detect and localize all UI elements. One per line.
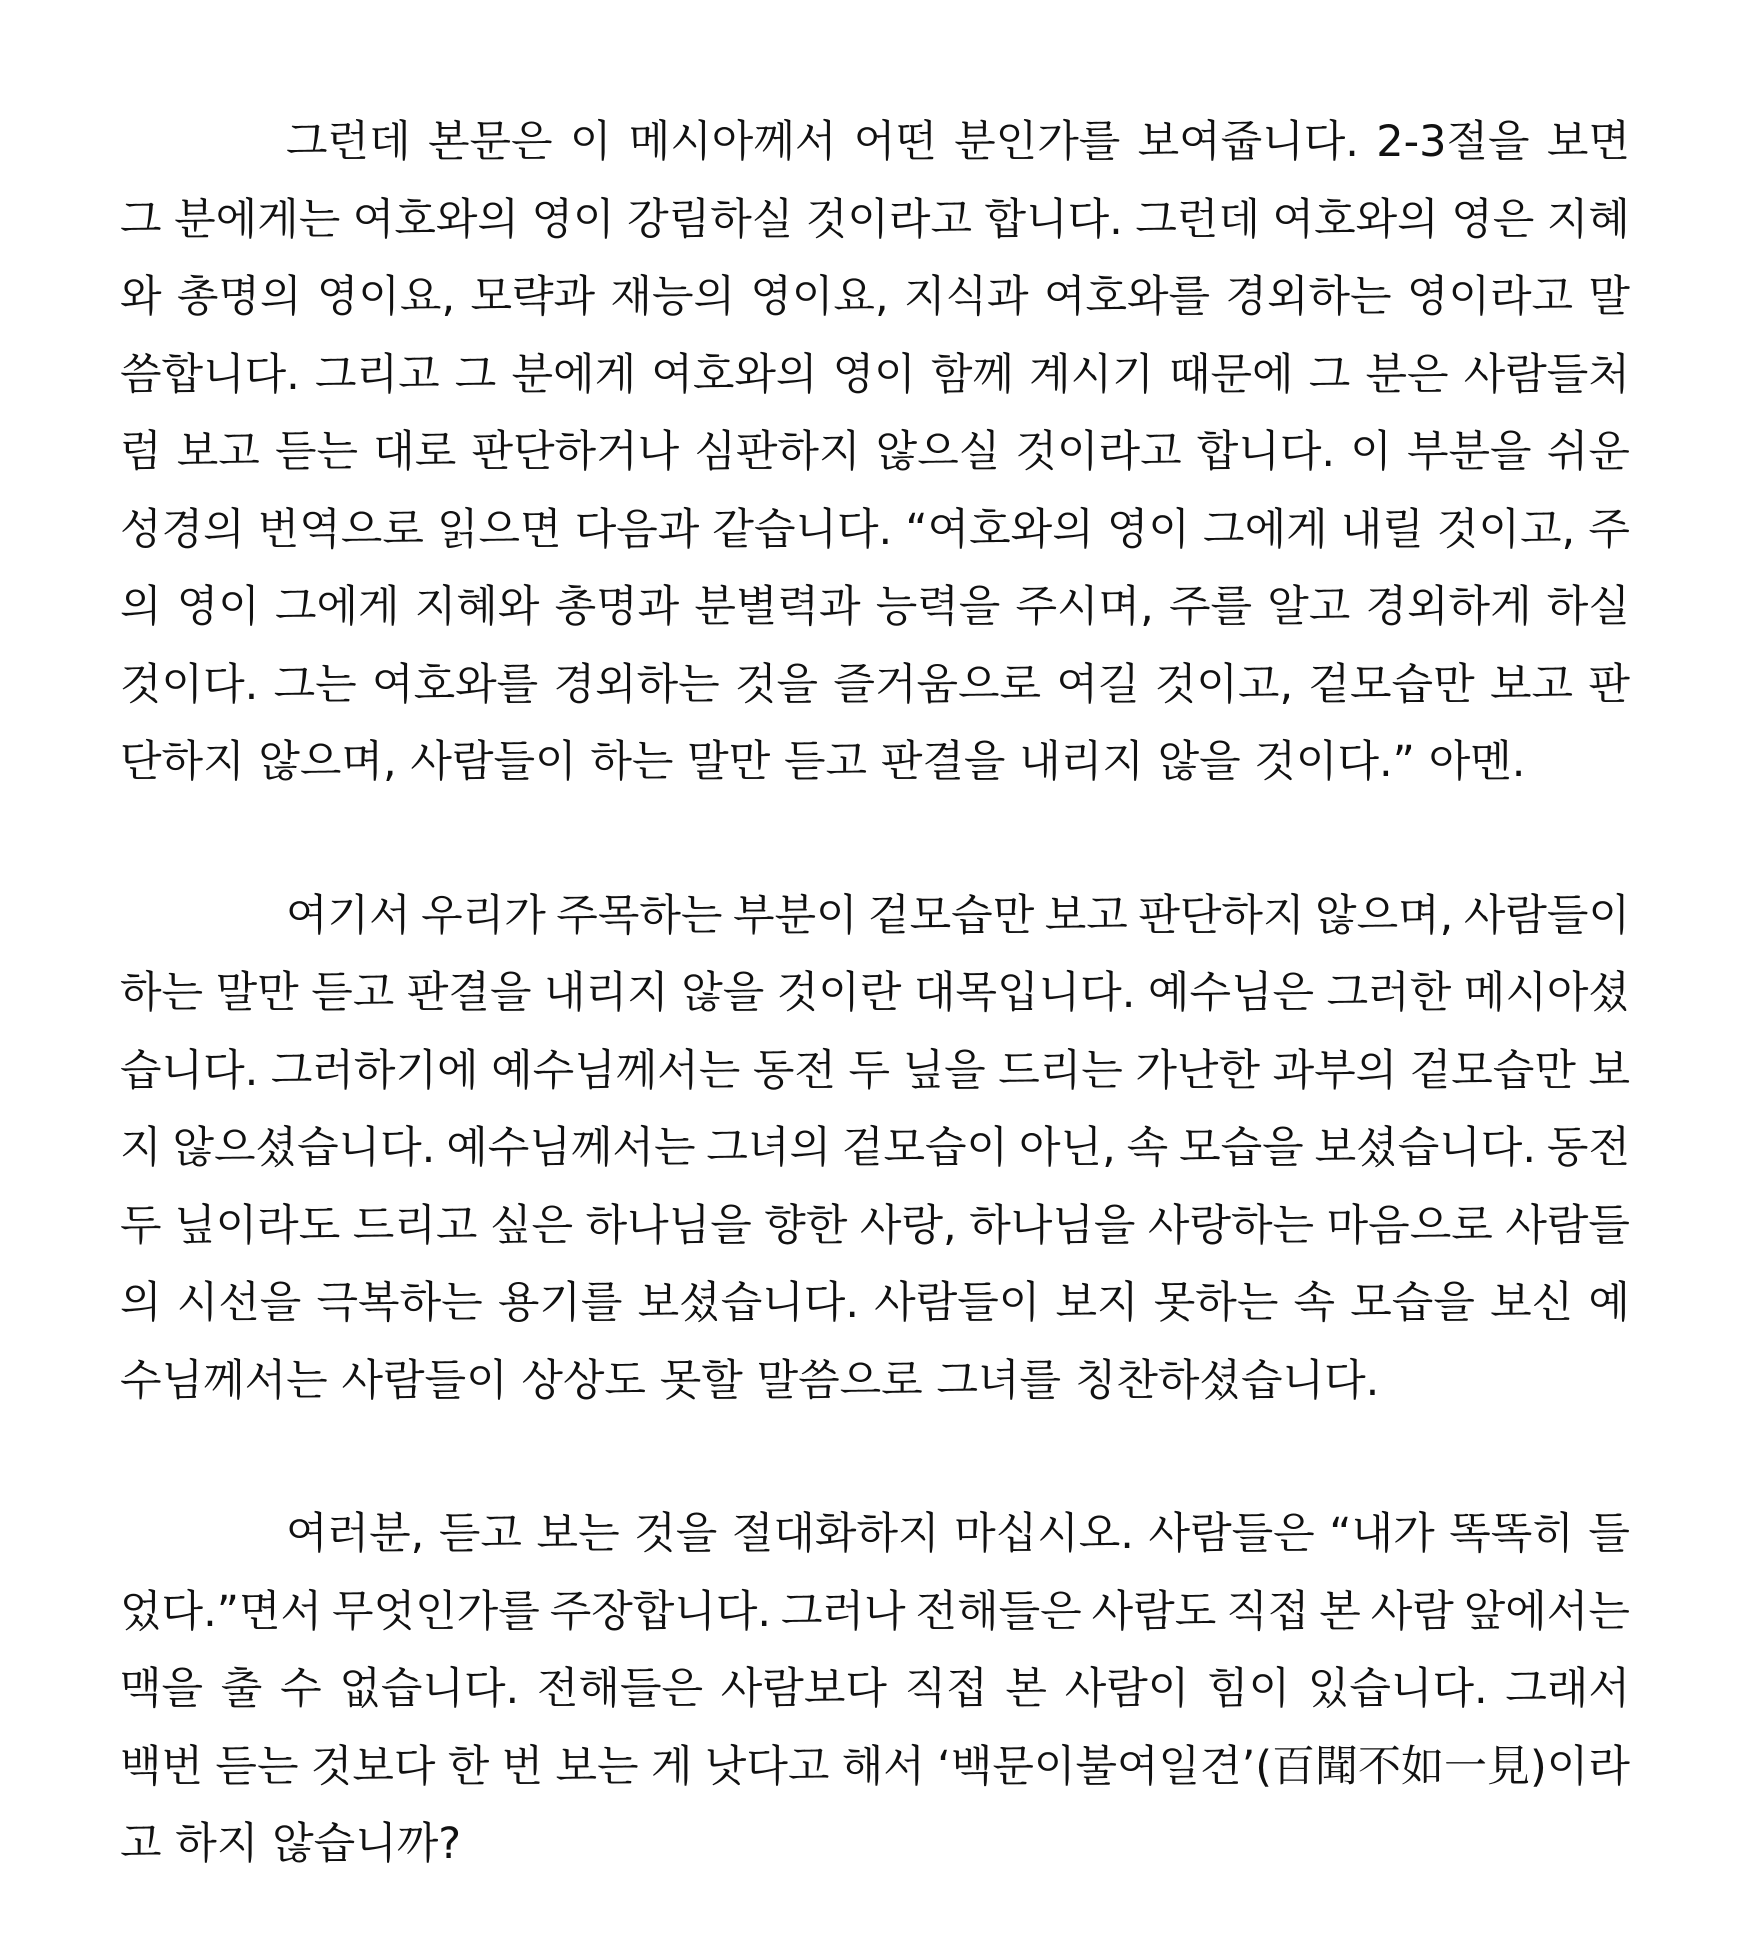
text-word: 판단하지 — [1138, 890, 1305, 941]
text-word: 부분을 — [1406, 427, 1532, 477]
text-line — [120, 1343, 1630, 1421]
text-word: 보고 — [1044, 890, 1128, 941]
text-word: 없습니다. — [339, 1664, 520, 1714]
text-line — [120, 1033, 1630, 1111]
text-word: 고 — [120, 1819, 162, 1869]
text-word: 게 — [650, 1741, 693, 1792]
text-word: 닢을 — [902, 1045, 986, 1096]
text-word: 사람들이 — [1463, 890, 1630, 941]
text-line — [120, 955, 1630, 1033]
text-word: 않으셨습니다. — [172, 1123, 436, 1173]
text-word: “내가 — [1329, 1509, 1435, 1559]
text-word: 그래서 — [1505, 1664, 1630, 1714]
text-line — [120, 878, 1630, 956]
text-word: 그녀의 — [706, 1123, 832, 1173]
text-word: 부분이 — [732, 890, 858, 941]
text-word: 싶은 — [489, 1200, 574, 1251]
text-word: 두 — [848, 1045, 891, 1096]
text-word: 수님께서는 — [120, 1355, 328, 1406]
text-word: 아닌, — [1019, 1123, 1116, 1173]
text-word: 그는 — [273, 659, 357, 710]
text-word: 보 — [1588, 1045, 1630, 1096]
text-word: 보셨습니다. — [1314, 1123, 1536, 1173]
text-word: 힘이 — [1207, 1664, 1291, 1714]
text-word: 이 — [569, 117, 612, 167]
text-word: 사람들처 — [1463, 349, 1630, 400]
text-word: 보여줍니다. — [1137, 117, 1359, 167]
text-word: 마음으로 — [1326, 1200, 1493, 1251]
text-word: 대목입니다. — [914, 968, 1136, 1018]
text-word: 않습니까? — [272, 1819, 462, 1869]
text-word: 백번 — [120, 1741, 204, 1792]
text-word: 것이라고 — [1015, 427, 1182, 477]
text-word: 듣고 — [438, 1509, 522, 1559]
text-word: 와 — [120, 272, 162, 322]
text-word: 맥을 — [120, 1664, 204, 1714]
text-word: 어떤 — [853, 117, 937, 167]
text-word: 지혜 — [1546, 194, 1630, 245]
text-line — [120, 647, 1630, 725]
text-word: 수 — [280, 1664, 322, 1714]
text-word: 분인가를 — [954, 117, 1121, 167]
text-word: 그러한 — [1326, 968, 1452, 1018]
text-word: 보고 — [1489, 659, 1574, 710]
text-word: 럼 — [120, 427, 162, 477]
text-word: 예수님께서는 — [491, 1045, 741, 1096]
text-word: 속 — [1126, 1123, 1169, 1173]
text-word: 들 — [1588, 1509, 1630, 1559]
text-word: 합니다. — [984, 194, 1123, 245]
text-word: 분에게는 — [174, 194, 341, 245]
text-word: 여호와를 — [372, 659, 539, 710]
text-word: 그런데 — [286, 117, 411, 167]
text-word: 칭찬하셨습니다. — [1074, 1355, 1380, 1406]
text-word: 때문에 — [1168, 349, 1294, 400]
text-word: 듣고 — [783, 737, 868, 787]
text-word: 그 — [120, 194, 162, 245]
text-line — [120, 724, 1630, 802]
text-word: 내리지 — [1019, 737, 1144, 787]
text-word: 보는 — [555, 1741, 639, 1792]
text-word: 모습을 — [1179, 1123, 1304, 1173]
text-word: 향한 — [764, 1200, 848, 1251]
text-word: 본 — [1005, 1664, 1047, 1714]
text-word: 다음과 — [574, 504, 700, 555]
text-word: 겉모습만 — [868, 890, 1035, 941]
text-word: 합니다. — [1196, 427, 1336, 477]
text-word: 겉모습이 — [841, 1123, 1009, 1173]
text-word: 심판하지 — [694, 427, 861, 477]
text-word: 경외하는 — [553, 659, 720, 710]
text-word: 것이고, — [1436, 504, 1576, 555]
text-word: 메시아셨 — [1463, 968, 1630, 1018]
text-word: 하지 — [175, 1819, 259, 1869]
text-word: 예수님께서는 — [446, 1123, 696, 1173]
text-word: 총명의 — [176, 272, 302, 322]
text-word: 었다.”면서 — [120, 1586, 323, 1637]
document-body — [120, 104, 1630, 1960]
text-word: 여러분, — [286, 1509, 425, 1559]
text-word: 영이 — [832, 349, 916, 400]
text-word: 총명과 — [554, 582, 680, 632]
text-word: 읽으면 — [436, 504, 562, 555]
text-word: 영이 — [1106, 504, 1190, 555]
text-word: 사랑, — [859, 1200, 957, 1251]
text-word: 함께 — [930, 349, 1014, 400]
text-word: 분에게 — [511, 349, 637, 400]
text-word: 무엇인가를 — [332, 1586, 540, 1637]
text-word: 우리가 — [421, 890, 546, 941]
text-word: 않으실 — [875, 427, 1001, 477]
text-word: 예수님은 — [1147, 968, 1315, 1018]
text-word: 그에게 — [1203, 504, 1328, 555]
text-word: 같습니다. — [712, 504, 893, 555]
text-word: 계시기 — [1029, 349, 1154, 400]
text-line — [120, 1265, 1630, 1343]
text-word: 사람들이 — [410, 737, 577, 787]
text-word: 경외하게 — [1365, 582, 1532, 632]
text-word: 번 — [501, 1741, 544, 1792]
text-word: 2-3절을 — [1376, 117, 1530, 167]
text-word: 그 — [454, 349, 497, 400]
text-word: 않을 — [1157, 737, 1241, 787]
text-word: 영이요, — [750, 272, 889, 322]
text-word: 하나님을 — [969, 1200, 1136, 1251]
text-word: 판 — [1588, 659, 1630, 710]
text-word: 그에게 — [274, 582, 400, 632]
text-word: 분은 — [1365, 349, 1449, 400]
text-line — [120, 104, 1630, 182]
text-word: 똑똑히 — [1449, 1509, 1574, 1559]
text-word: 사람이 — [1064, 1664, 1190, 1714]
text-word: 것보다 — [310, 1741, 436, 1792]
text-word: 여호와의 — [352, 194, 519, 245]
text-word: 말만 — [215, 968, 299, 1018]
text-word: 보신 — [1490, 1278, 1574, 1328]
text-word: 한 — [447, 1741, 490, 1792]
text-word: 겉모습만 — [1409, 1045, 1576, 1096]
text-word: 재능의 — [610, 272, 736, 322]
text-word: 경외하는 — [1225, 272, 1392, 322]
text-word: 것이다.” — [1254, 737, 1415, 787]
text-word: “여호와의 — [905, 504, 1094, 555]
text-word: 본 — [1319, 1586, 1361, 1637]
text-line — [120, 182, 1630, 260]
text-word: 속 — [1293, 1278, 1336, 1328]
text-word: 하는 — [590, 737, 674, 787]
text-line — [120, 337, 1630, 415]
text-word: 여호와를 — [1043, 272, 1211, 322]
text-word: 출 — [220, 1664, 263, 1714]
text-word: 주시며, — [1015, 582, 1154, 632]
text-word: 상상도 — [521, 1355, 646, 1406]
text-word: 것이란 — [776, 968, 902, 1018]
text-word: 말 — [1588, 272, 1630, 322]
text-word: 이 — [1350, 427, 1392, 477]
text-word: 주장합니다. — [549, 1586, 772, 1637]
text-word: 사람들이 — [874, 1278, 1041, 1328]
text-word: 않을 — [681, 968, 765, 1018]
text-word: 그러나 — [780, 1586, 906, 1637]
text-word: 그러하기에 — [270, 1045, 479, 1096]
text-word: 사람들이 — [341, 1355, 508, 1406]
text-word: 분별력과 — [694, 582, 861, 632]
text-word: 겉모습만 — [1308, 659, 1475, 710]
text-word: 하실 — [1546, 582, 1630, 632]
text-word: 번역으로 — [257, 504, 424, 555]
text-word: 보는 — [536, 1509, 620, 1559]
text-word: 본문은 — [427, 117, 553, 167]
text-word: 사람보다 — [720, 1664, 887, 1714]
text-word: 직접 — [904, 1664, 988, 1714]
text-word: 전해들은 — [536, 1664, 704, 1714]
text-word: 의 — [120, 582, 162, 632]
text-word: 습니다. — [120, 1045, 259, 1096]
text-word: 못할 — [659, 1355, 743, 1406]
text-word: 알고 — [1267, 582, 1351, 632]
text-word: 그녀를 — [936, 1355, 1062, 1406]
text-line — [120, 492, 1630, 570]
text-word: 말만 — [687, 737, 771, 787]
text-word: 가난한 — [1135, 1045, 1261, 1096]
text-word: 하나님을 — [585, 1200, 752, 1251]
text-word: 않으며, — [258, 737, 397, 787]
text-word: 영이 — [531, 194, 615, 245]
text-word: 사랑하는 — [1147, 1200, 1315, 1251]
text-word: 사람들은 — [1148, 1509, 1315, 1559]
text-word: 동전 — [752, 1045, 836, 1096]
text-word: 쉬운 — [1546, 427, 1630, 477]
text-word: 것을 — [634, 1509, 718, 1559]
paragraph-3 — [120, 1496, 1630, 1884]
text-word: 보면 — [1546, 117, 1630, 167]
text-word: 않으며, — [1315, 890, 1454, 941]
text-word: 절대화하지 — [731, 1509, 940, 1559]
text-word: 드리고 — [352, 1200, 478, 1251]
text-word: 주를 — [1168, 582, 1253, 632]
text-word: 성경의 — [120, 504, 245, 555]
text-line — [120, 1188, 1630, 1266]
paragraph-1 — [120, 104, 1630, 802]
text-word: 여호와의 — [1272, 194, 1439, 245]
text-word: 사람 — [1370, 1586, 1454, 1637]
text-word: 즐거움으로 — [833, 659, 1042, 710]
text-line — [120, 1574, 1630, 1652]
text-word: 마십시오. — [954, 1509, 1134, 1559]
text-word: 영이요, — [316, 272, 456, 322]
text-word: 그런데 — [1135, 194, 1260, 245]
text-word: 닢이라도 — [174, 1200, 341, 1251]
text-word: 판결을 — [880, 737, 1006, 787]
text-word: 여호와의 — [651, 349, 818, 400]
text-word: 말씀으로 — [756, 1355, 923, 1406]
text-line — [120, 1651, 1630, 1729]
text-word: 예 — [1588, 1278, 1630, 1328]
text-word: 듣는 — [274, 427, 359, 477]
text-word: 의 — [120, 1278, 162, 1328]
text-word: 강림하실 — [627, 194, 794, 245]
text-line — [120, 259, 1630, 337]
text-word: 하는 — [120, 968, 204, 1018]
text-word: 여길 — [1056, 659, 1140, 710]
text-word: 듣고 — [311, 968, 395, 1018]
text-word: 보셨습니다. — [637, 1278, 859, 1328]
text-word: 직접 — [1226, 1586, 1310, 1637]
text-word: ‘백문이불여일견’(百聞不如一見)이라 — [937, 1741, 1630, 1792]
text-word: 내릴 — [1340, 504, 1424, 555]
text-word: 듣는 — [215, 1741, 299, 1792]
text-word: 두 — [120, 1200, 162, 1251]
text-word: 여기서 — [286, 890, 411, 941]
text-word: 보지 — [1055, 1278, 1139, 1328]
text-word: 모습을 — [1350, 1278, 1475, 1328]
text-word: 것을 — [735, 659, 819, 710]
text-word: 영은 — [1451, 194, 1535, 245]
text-word: 대로 — [373, 427, 457, 477]
text-word: 모략과 — [470, 272, 596, 322]
text-line — [120, 414, 1630, 492]
text-word: 능력을 — [875, 582, 1001, 632]
text-word: 단하지 — [120, 737, 245, 787]
text-word: 지혜와 — [414, 582, 540, 632]
text-word: 극복하는 — [316, 1278, 483, 1328]
text-word: 해서 — [841, 1741, 925, 1792]
text-word: 그 — [1308, 349, 1351, 400]
text-word: 못하는 — [1153, 1278, 1279, 1328]
text-word: 내리지 — [544, 968, 669, 1018]
text-word: 보고 — [176, 427, 260, 477]
text-word: 주 — [1588, 504, 1630, 555]
text-line — [120, 1806, 1630, 1884]
text-line — [120, 1729, 1630, 1807]
text-word: 것이고, — [1154, 659, 1294, 710]
text-word: 있습니다. — [1307, 1664, 1488, 1714]
text-word: 낫다고 — [704, 1741, 830, 1792]
text-line — [120, 1496, 1630, 1574]
text-word: 메시아께서 — [628, 117, 837, 167]
text-line — [120, 1110, 1630, 1188]
text-word: 것이라고 — [805, 194, 972, 245]
paragraph-2 — [120, 878, 1630, 1421]
text-word: 지식과 — [903, 272, 1029, 322]
text-word: 판결을 — [406, 968, 532, 1018]
text-word: 영이라고 — [1406, 272, 1574, 322]
text-word: 용기를 — [497, 1278, 623, 1328]
text-word: 아멘. — [1428, 737, 1526, 787]
text-word: 영이 — [176, 582, 260, 632]
text-line — [120, 569, 1630, 647]
text-word: 주목하는 — [556, 890, 723, 941]
text-word: 씀합니다. — [120, 349, 300, 400]
text-word: 그리고 — [315, 349, 440, 400]
text-word: 과부의 — [1272, 1045, 1398, 1096]
text-word: 드리는 — [998, 1045, 1123, 1096]
text-word: 전해들은 — [915, 1586, 1082, 1637]
text-word: 사람들 — [1505, 1200, 1630, 1251]
text-word: 판단하거나 — [471, 427, 680, 477]
text-word: 것이다. — [120, 659, 259, 710]
text-word: 동전 — [1546, 1123, 1630, 1173]
text-word: 지 — [120, 1123, 162, 1173]
text-word: 시선을 — [176, 1278, 302, 1328]
text-word: 사람도 — [1091, 1586, 1217, 1637]
text-word: 앞에서는 — [1463, 1586, 1630, 1637]
